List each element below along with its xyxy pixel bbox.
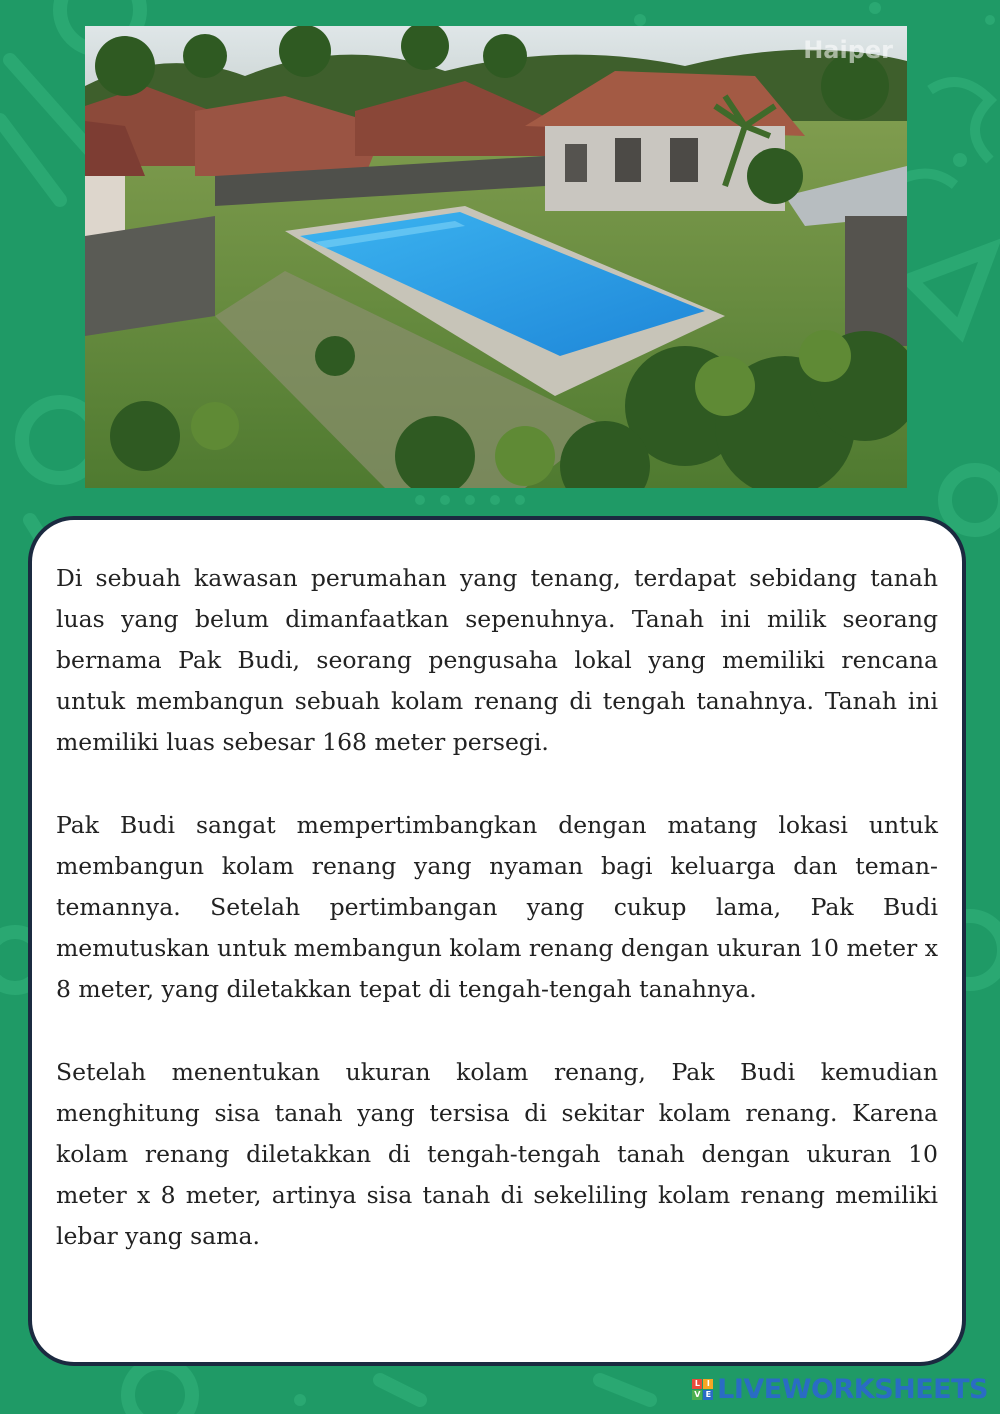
logo-cubes-icon [692, 1379, 713, 1400]
liveworksheets-logo[interactable] [692, 1374, 988, 1404]
story-card [28, 516, 966, 1366]
story-paragraph-2: Pak Budi sangat mempertimbangkan dengan matang lokasi untuk membangun kolam renang yang nyaman bagi keluarga dan teman-temannya. Setelah pertimbangan yang cukup lama, Pak Budi memutuskan untuk membangun kolam renang dengan ukuran 10 meter x 8 meter, yang diletakkan tepat di tengah-tengah tanahnya. [56, 811, 938, 1003]
story-paragraph-1: Di sebuah kawasan perumahan yang tenang, terdapat sebidang tanah luas yang belum dimanfaatkan sepenuhnya. Tanah ini milik seorang bernama Pak Budi, seorang pengusaha lokal yang memiliki rencana untuk membangun sebuah kolam renang di tengah tanahnya. Tanah ini memiliki luas sebesar 168 meter persegi. [56, 564, 938, 756]
pool-scene-illustration [85, 26, 907, 488]
logo-cube: L [692, 1379, 702, 1389]
logo-cube: V [692, 1390, 702, 1400]
story-paragraph-3: Setelah menentukan ukuran kolam renang, Pak Budi kemudian menghitung sisa tanah yang tersisa di sekitar kolam renang. Karena kolam renang diletakkan di tengah-tengah tanah dengan ukuran 10 meter x 8 meter, artinya sisa tanah di sekeliling kolam renang memiliki lebar yang sama. [56, 1058, 938, 1250]
logo-text: LIVEWORKSHEETS [717, 1373, 988, 1405]
pool-photo [85, 26, 907, 488]
photo-watermark: Haiper [803, 36, 893, 64]
logo-cube: E [703, 1390, 713, 1400]
logo-cube: I [703, 1379, 713, 1389]
